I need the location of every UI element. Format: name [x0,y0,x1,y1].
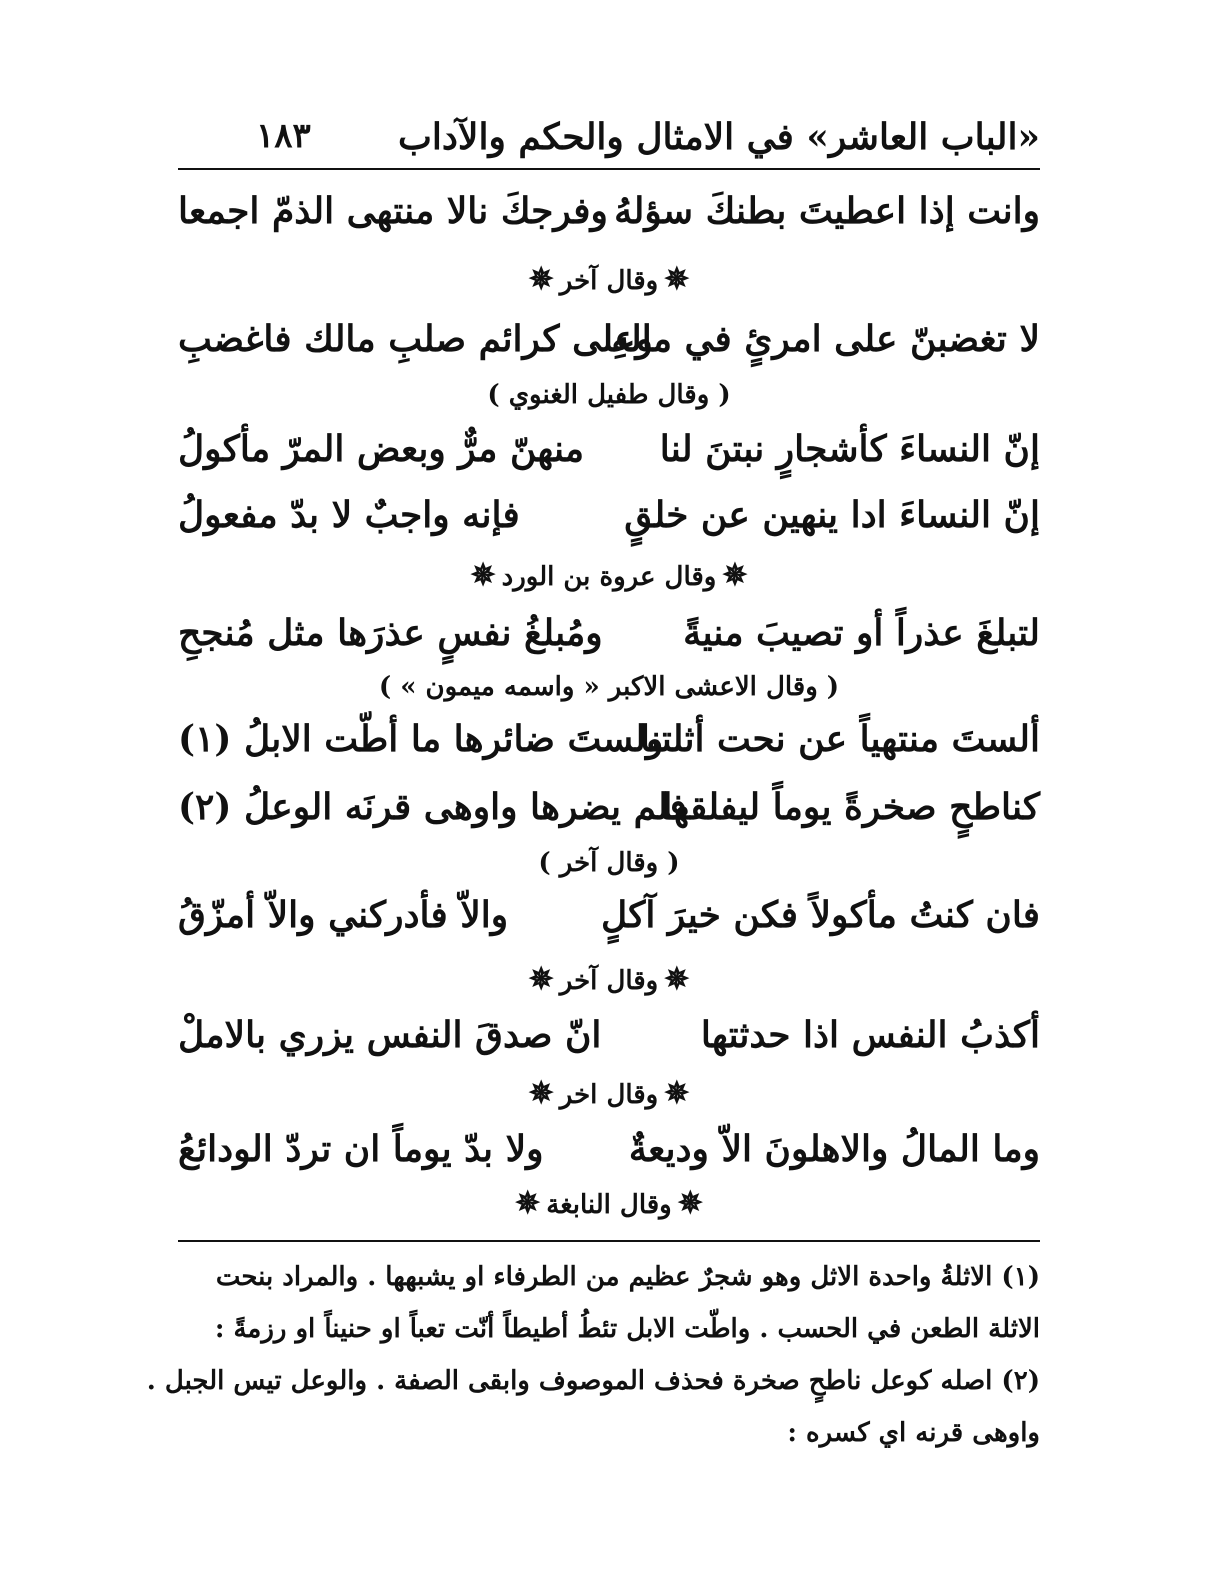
hemistich-second: ولستَ ضائرها ما أطّت الابلُ (١) [178,718,664,760]
poet-caption [178,262,1040,297]
star-ornament-icon: ✵ [515,1186,541,1221]
caption-text: وقال اخر [559,1080,659,1110]
poet-caption [178,962,1040,997]
footnote-line: (٢) اصله كوعل ناطحٍ صخرة فحذف الموصوف وابقى الصفة . والوعل تيس الجبل . [146,1366,1040,1396]
hemistich-first: وانت إذا اعطيتَ بطنكَ سؤلهُ [614,190,1040,232]
hemistich-second: منهنّ مرٌّ وبعض المرّ مأكولُ [178,428,585,470]
hemistich-first: ألستَ منتهياً عن نحت أثلتنا [639,718,1040,760]
footnote-line: واوهى قرنه اي كسره : [787,1418,1040,1448]
hemistich-second: انّ صدقَ النفس يزري بالاملْ [178,1014,602,1056]
footnote-line: الاثلة الطعن في الحسب . واطّت الابل تئطُ أطيطاً أنّت تعباً او حنيناً او رزمةً : [214,1314,1040,1344]
caption-text: ( وقال طفيل الغنوي ) [487,380,731,410]
star-ornament-icon: ✵ [664,1076,690,1111]
hemistich-first: كناطحٍ صخرةً يوماً ليفلقها [662,786,1040,828]
hemistich-first: وما المالُ والاهلونَ الاّ وديعةٌ [628,1128,1040,1170]
hemistich-second: فلم يضرها واوهى قرنَه الوعلُ (٢) [178,786,687,828]
hemistich-first: فان كنتُ مأكولاً فكن خيرَ آكلٍ [600,894,1040,936]
page-header [178,112,1040,166]
star-ornament-icon: ✵ [677,1186,703,1221]
footnote-line: (١) الاثلةُ واحدة الاثل وهو شجرٌ عظيم من الطرفاء او يشبهها . والمراد بنحت [215,1262,1040,1292]
verse-4 [178,494,1040,554]
hemistich-first: إنّ النساءَ كأشجارٍ نبتنَ لنا [659,428,1040,470]
hemistich-second: ومُبلغُ نفسٍ عذرَها مثل مُنجحِ [178,612,603,654]
poet-caption [178,1186,1040,1221]
hemistich-second: فإنه واجبٌ لا بدّ مفعولُ [178,494,520,536]
star-ornament-icon: ✵ [528,262,554,297]
verse-9 [178,1014,1040,1074]
caption-text: ( وقال الاعشى الاكبر « واسمه ميمون » ) [378,672,840,702]
verse-6 [178,718,1040,778]
hemistich-first: إنّ النساءَ ادا ينهين عن خلقٍ [624,494,1040,536]
verse-3 [178,428,1040,488]
page-number: ١٨٣ [256,116,311,156]
chapter-title: «الباب العاشر» في الامثال والحكم والآداب [398,116,1040,158]
caption-text: وقال آخر [559,966,659,996]
star-ornament-icon: ✵ [470,558,496,593]
verse-1 [178,190,1040,250]
header-rule [178,168,1040,170]
hemistich-second: والاّ فأدركني والاّ أمزّقُ [178,894,509,936]
poet-caption [178,1076,1040,1111]
star-ornament-icon: ✵ [664,262,690,297]
caption-text: وقال آخر [559,266,659,296]
star-ornament-icon: ✵ [722,558,748,593]
hemistich-first: لتبلغَ عذراً أو تصيبَ منيةً [683,612,1040,654]
hemistich-second: ولا بدّ يوماً ان تردّ الودائعُ [178,1128,544,1170]
star-ornament-icon: ✵ [664,962,690,997]
verse-5 [178,612,1040,672]
star-ornament-icon: ✵ [528,962,554,997]
caption-text: وقال عروة بن الورد [501,562,717,592]
poet-caption [178,672,1040,702]
footnote-rule [178,1240,1040,1242]
verse-2 [178,318,1040,378]
verse-10 [178,1128,1040,1188]
verse-7 [178,786,1040,846]
poet-caption [178,558,1040,593]
hemistich-first: أكذبُ النفس اذا حدثتها [700,1014,1040,1056]
poet-caption [178,848,1040,878]
verse-8 [178,894,1040,954]
hemistich-second: وعلى كرائم صلبِ مالك فاغضبِ [178,318,653,360]
hemistich-first: لا تغضبنّ على امرئٍ في مالهِ [611,318,1040,360]
star-ornament-icon: ✵ [528,1076,554,1111]
hemistich-second: وفرجكَ نالا منتهى الذمّ اجمعا [178,190,608,232]
caption-text: ( وقال آخر ) [538,848,680,878]
poet-caption [178,380,1040,410]
caption-text: وقال النابغة [546,1190,672,1220]
